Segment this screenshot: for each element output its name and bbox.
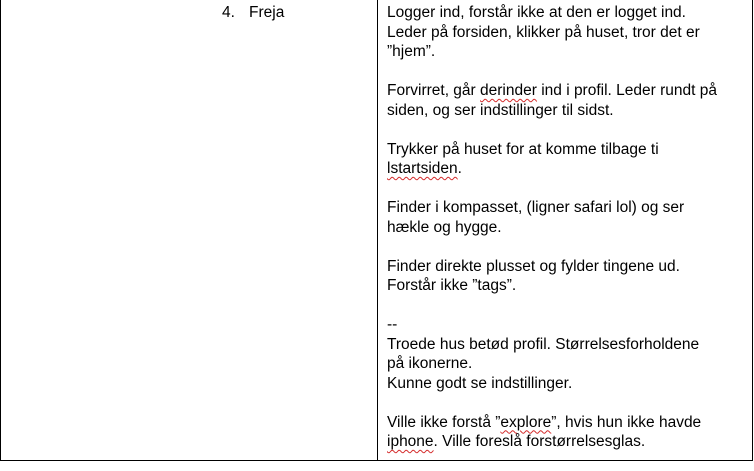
text-segment: . <box>457 160 462 177</box>
column-divider <box>377 0 378 461</box>
observation-cell <box>387 3 749 471</box>
text-segment: ”, hvis hun ikke havde <box>551 413 702 431</box>
observation-paragraph-4: Finder i kompasset, (ligner safari lol) og ser hækle og hygge. <box>387 199 685 236</box>
participant-cell <box>1 0 377 460</box>
observation-paragraph-2 <box>387 81 749 120</box>
text-segment: Trykker på huset for at komme tilbage ti <box>387 140 659 158</box>
observation-paragraph-6: Troede hus betød profil. Størrelsesforholdene på ikonerne. Kunne godt se indstillinger. <box>387 335 700 392</box>
spellcheck-word: derinder <box>480 82 537 99</box>
participant-number: 4. <box>222 4 235 21</box>
spellcheck-word: iphone <box>387 433 434 450</box>
text-segment: ind i profil. Leder rundt på siden, og ser indstillinger til sidst. <box>387 82 717 119</box>
observation-paragraph-5: Finder direkte plusset og fylder tingene ud. Forstår ikke ”tags”. <box>387 257 680 294</box>
text-segment: Forvirret, går <box>387 82 481 99</box>
participant-label <box>222 3 284 23</box>
text-segment: Ville ikke forstå ” <box>387 413 501 431</box>
spellcheck-word: lstartsiden <box>387 160 458 177</box>
observation-paragraph-1: Logger ind, forstår ikke at den er logget ind. Leder på forsiden, klikker på huset, tror det er ”hjem”. <box>387 4 700 60</box>
observation-paragraph-3 <box>387 140 749 179</box>
participant-name: Freja <box>249 4 285 21</box>
separator-line: -- <box>387 316 398 333</box>
spellcheck-word: explore <box>500 413 552 431</box>
text-segment: . Ville foreslå forstørrelsesglas. <box>433 433 646 450</box>
observation-paragraph-7 <box>387 413 749 452</box>
